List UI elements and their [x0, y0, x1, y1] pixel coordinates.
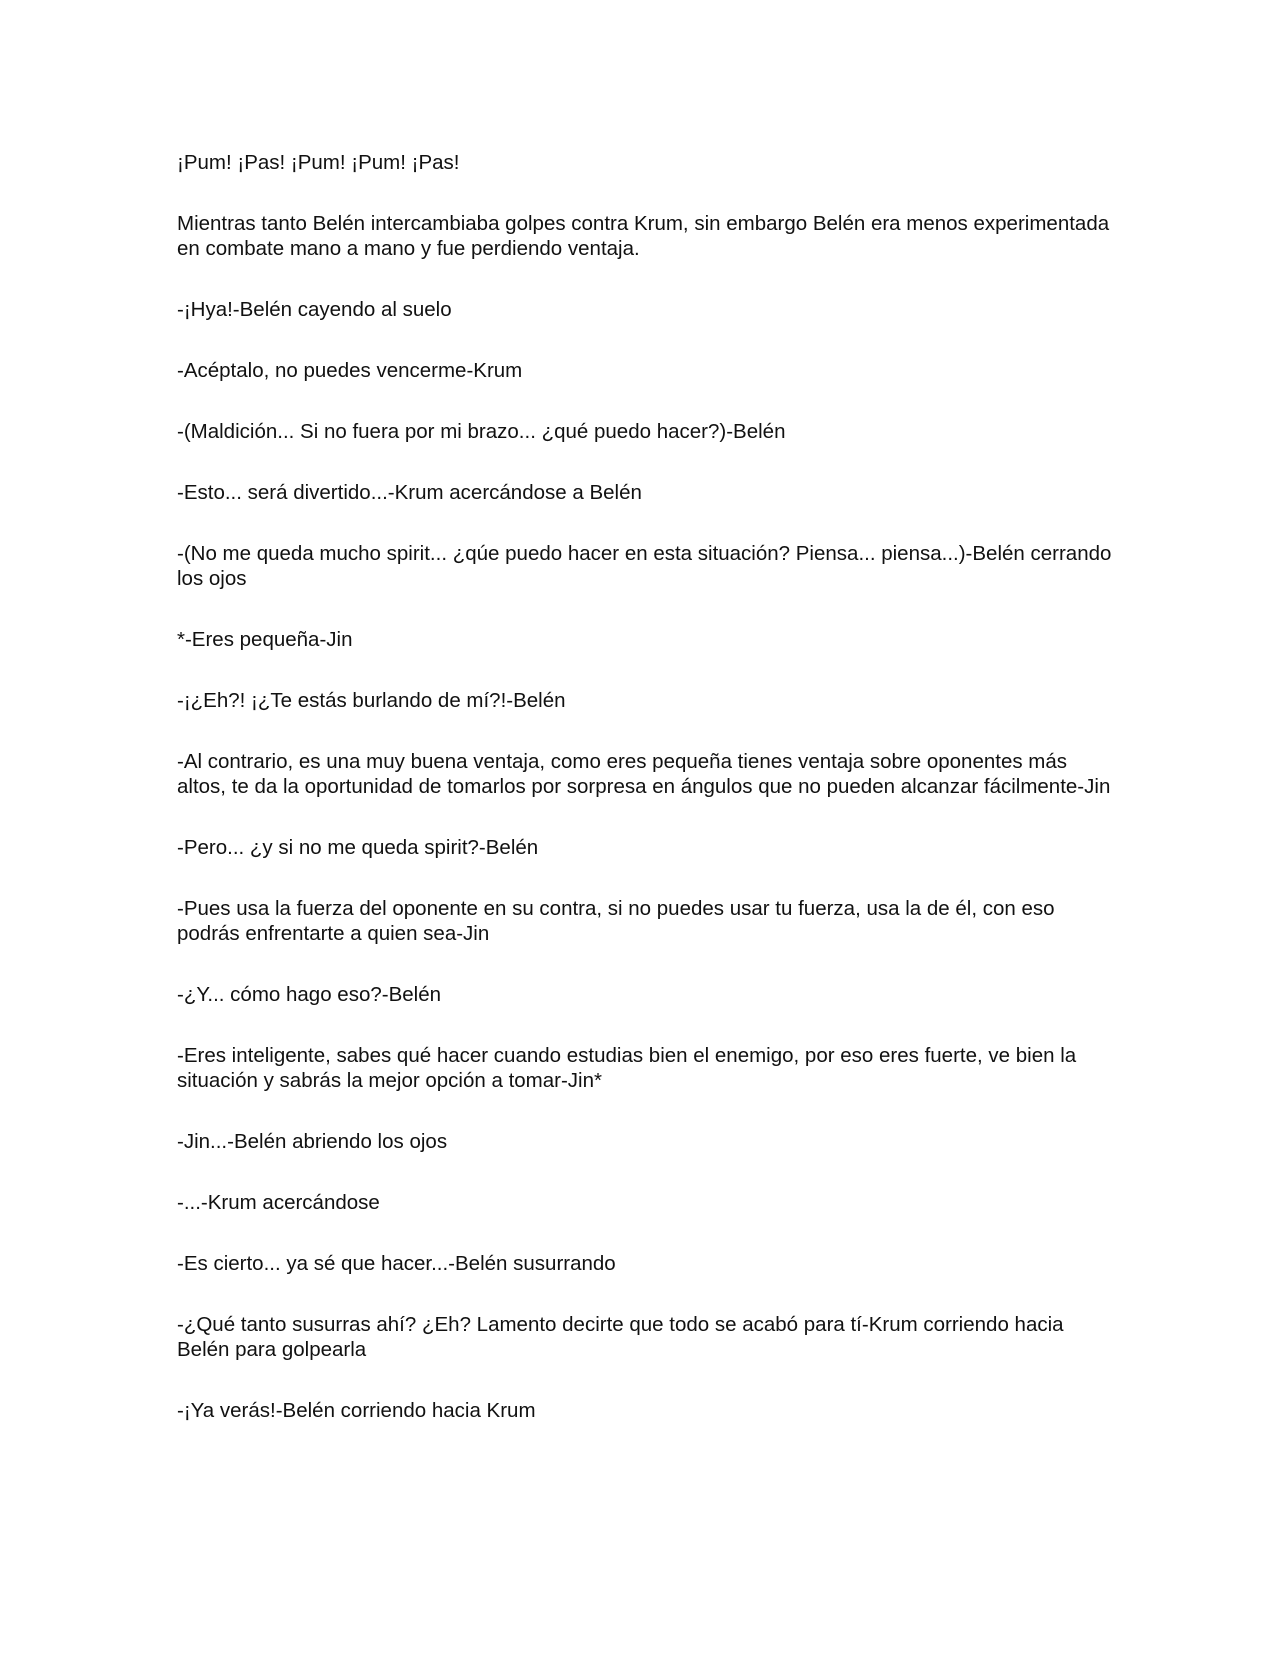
dialogue-line: -¡Ya verás!-Belén corriendo hacia Krum [177, 1399, 536, 1422]
dialogue-line: -¿Qué tanto susurras ahí? ¿Eh? Lamento decirte que todo se acabó para tí-Krum corriendo hacia Belén para golpearla [177, 1313, 1064, 1361]
dialogue-line: -¡¿Eh?! ¡¿Te estás burlando de mí?!-Belén [177, 689, 566, 712]
dialogue-line: *-Eres pequeña-Jin [177, 628, 353, 651]
dialogue-line: -Al contrario, es una muy buena ventaja, como eres pequeña tienes ventaja sobre oponentes más altos, te da la oportunidad de tomarlos por sorpresa en ángulos que no pueden alcanzar fácilmente-Jin [177, 750, 1111, 798]
dialogue-line: -Es cierto... ya sé que hacer...-Belén susurrando [177, 1252, 616, 1275]
dialogue-line: -¡Hya!-Belén cayendo al suelo [177, 298, 452, 321]
document-body [177, 150, 1117, 1459]
dialogue-line: -Eres inteligente, sabes qué hacer cuando estudias bien el enemigo, por eso eres fuerte, ve bien la situación y sabrás la mejor opción a tomar-Jin* [177, 1044, 1077, 1092]
dialogue-line: -¿Y... cómo hago eso?-Belén [177, 983, 441, 1006]
dialogue-line: -Jin...-Belén abriendo los ojos [177, 1130, 448, 1153]
dialogue-line: -(Maldición... Si no fuera por mi brazo... ¿qué puedo hacer?)-Belén [177, 420, 786, 443]
paragraph-narration: Mientras tanto Belén intercambiaba golpes contra Krum, sin embargo Belén era menos experimentada en combate mano a mano y fue perdiendo ventaja. [177, 212, 1110, 260]
dialogue-line: -Acéptalo, no puedes vencerme-Krum [177, 359, 523, 382]
dialogue-line: -Pues usa la fuerza del oponente en su contra, si no puedes usar tu fuerza, usa la de él, con eso podrás enfrentarte a quien sea-Jin [177, 897, 1055, 945]
dialogue-line: -...-Krum acercándose [177, 1191, 380, 1214]
paragraph-sound-effects: ¡Pum! ¡Pas! ¡Pum! ¡Pum! ¡Pas! [177, 151, 460, 174]
dialogue-line: -Esto... será divertido...-Krum acercándose a Belén [177, 481, 642, 504]
dialogue-line: -Pero... ¿y si no me queda spirit?-Belén [177, 836, 539, 859]
dialogue-line: -(No me queda mucho spirit... ¿qúe puedo hacer en esta situación? Piensa... piensa...)-Belén cerrando los ojos [177, 542, 1112, 590]
